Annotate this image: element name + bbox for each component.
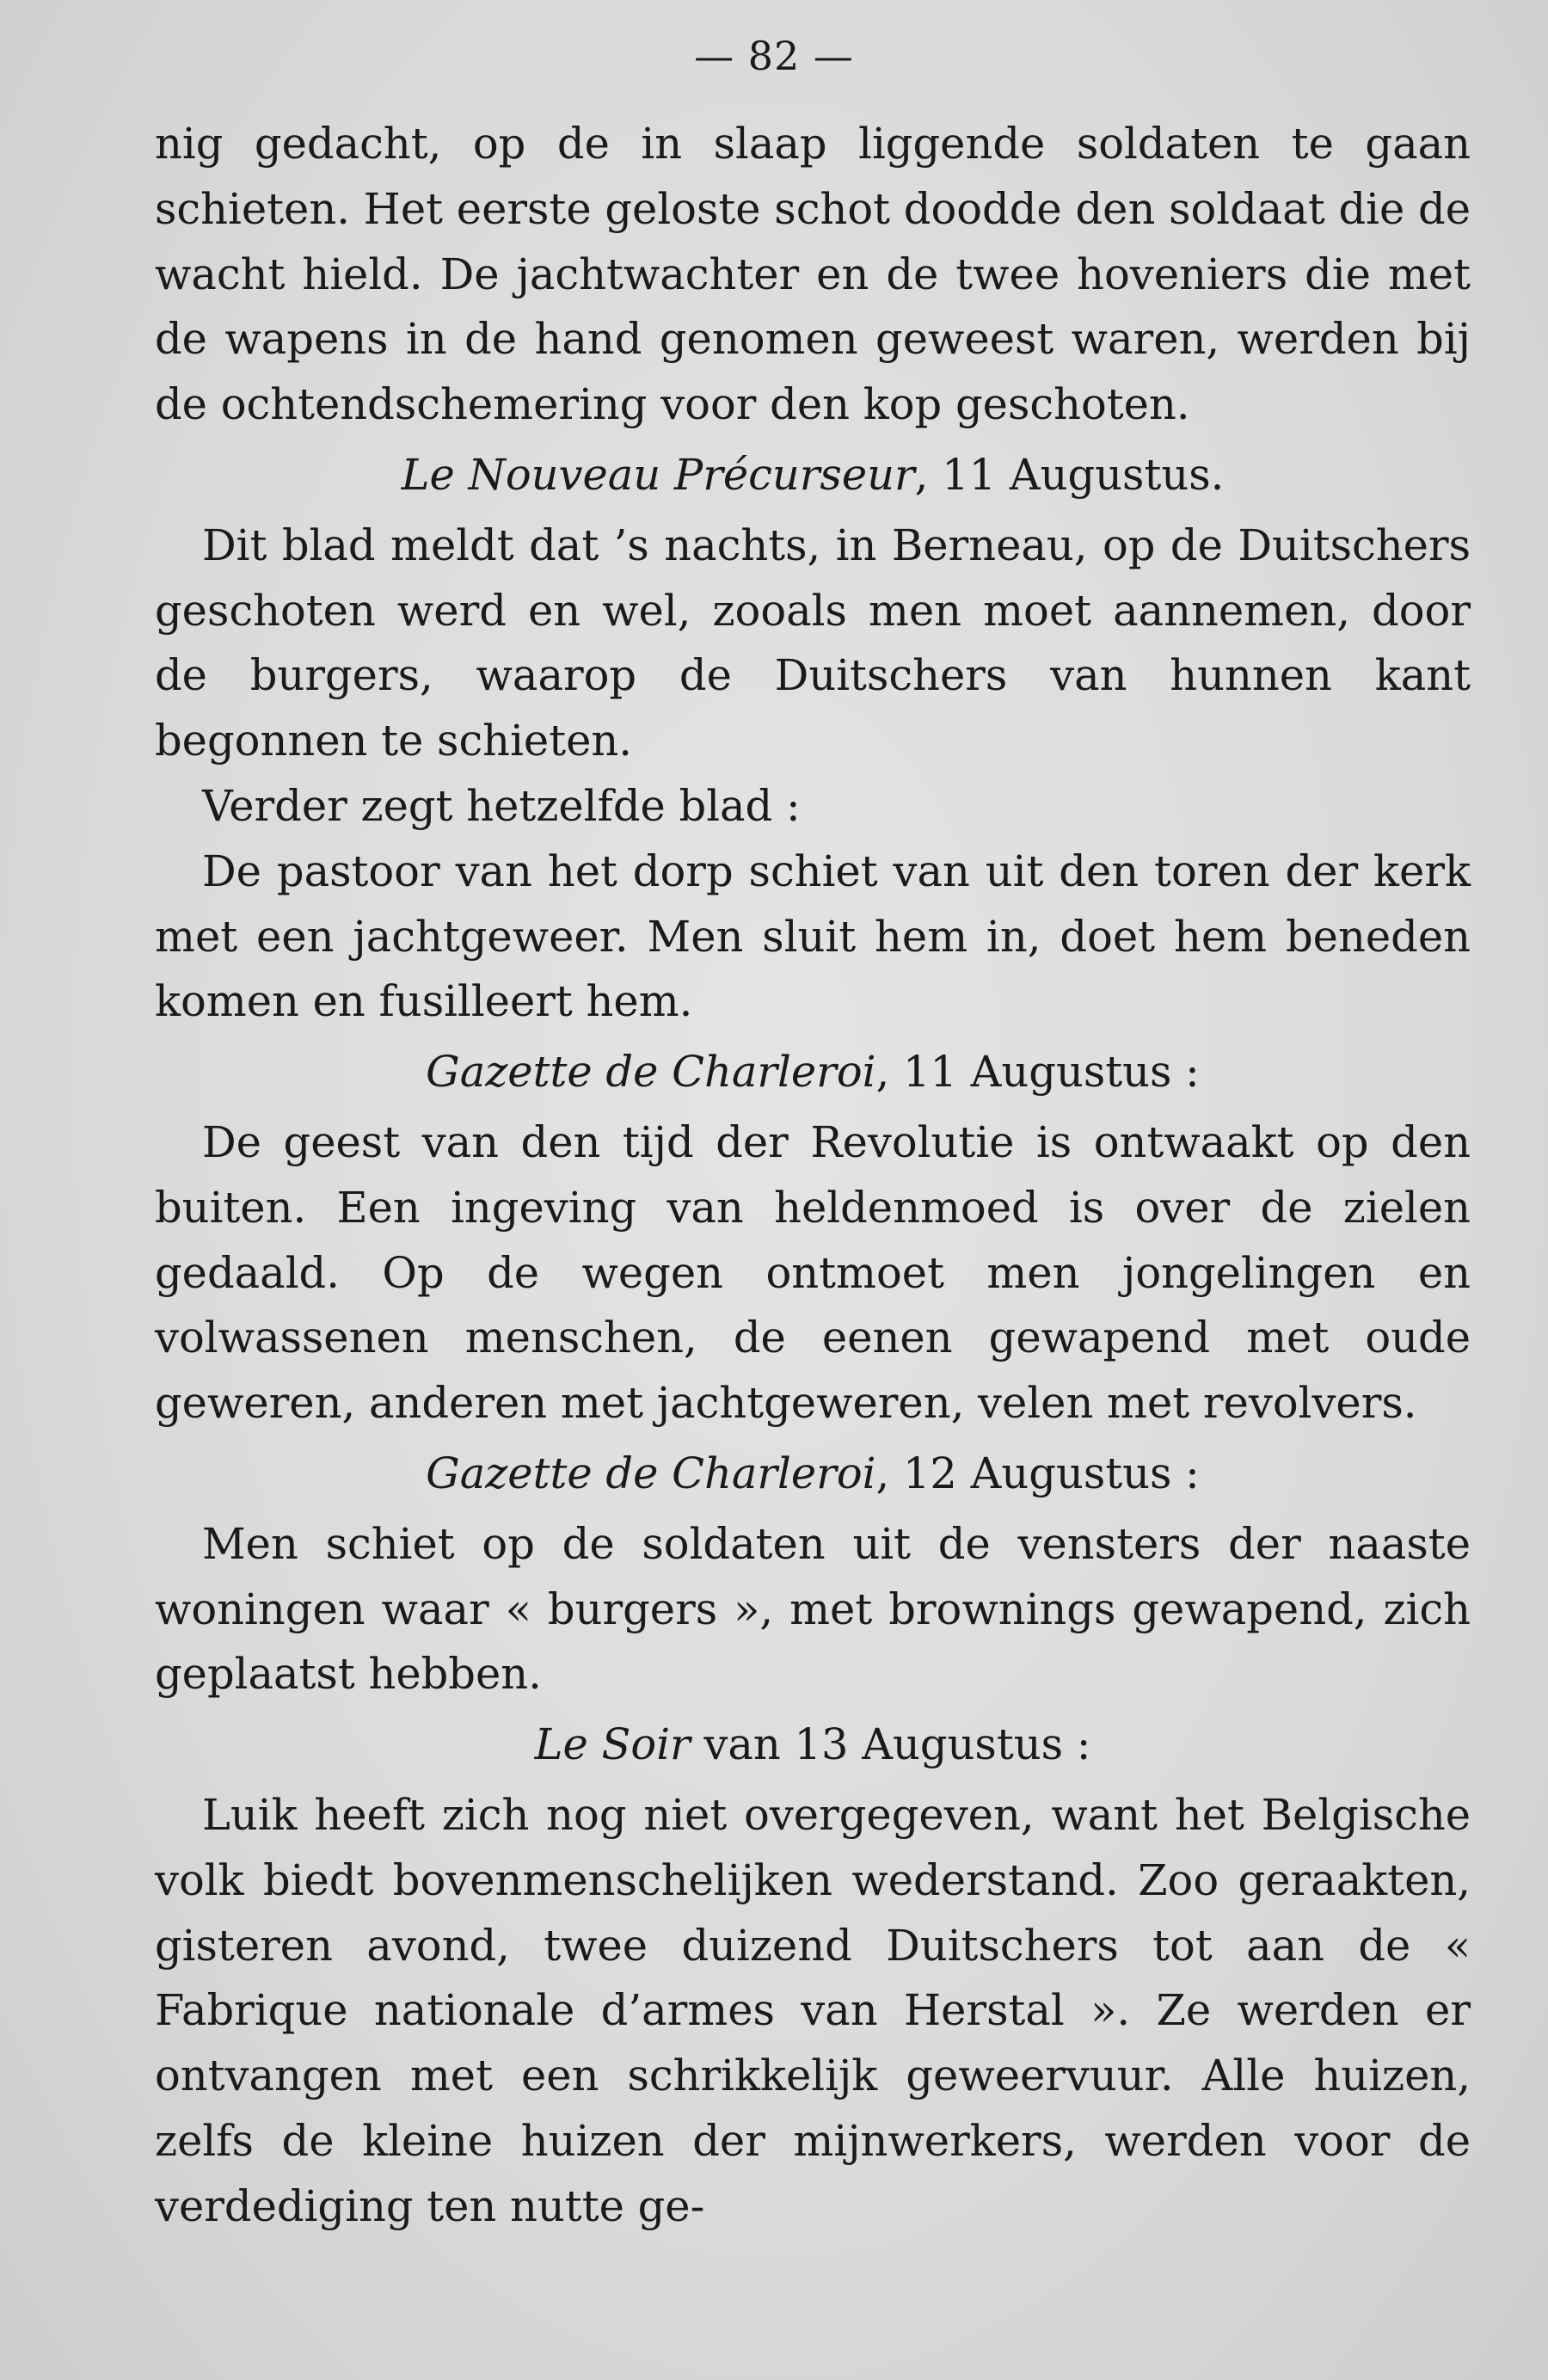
source-date-1: , 11 Augustus. <box>914 449 1225 500</box>
page-number: — 82 — <box>694 33 854 79</box>
source-heading-4 <box>155 1713 1471 1778</box>
source-title-4: Le Soir <box>534 1719 691 1770</box>
source-title-1: Le Nouveau Précurseur <box>401 449 915 500</box>
source-title-2: Gazette de Charleroi <box>426 1047 876 1098</box>
paragraph-1: nig gedacht, op de in slaap liggende soldaten te gaan schieten. Het eerste geloste schot doodde den soldaat die de wacht hield. De jachtwachter en de twee hoveniers die met de wapens in de hand genomen geweest waren, werden bij de ochtendschemering voor den kop geschoten. <box>155 119 1471 430</box>
source-heading-1 <box>155 443 1471 508</box>
paragraph-6: Men schiet op de soldaten uit de vensters der naaste woningen waar « burgers », met brownings gewapend, zich geplaatst hebben. <box>155 1518 1471 1700</box>
paragraph-5: De geest van den tijd der Revolutie is ontwaakt op den buiten. Een ingeving van heldenmoed is over de zielen gedaald. Op de wegen ontmoet men jongelingen en volwassenen menschen, de eenen gewapend met oude geweren, anderen met jachtgeweren, velen met revolvers. <box>155 1116 1471 1429</box>
source-heading-2 <box>155 1040 1471 1105</box>
source-date-3: , 12 Augustus : <box>875 1448 1200 1498</box>
source-title-3: Gazette de Charleroi <box>426 1448 876 1498</box>
paragraph-2: Dit blad meldt dat ’s nachts, in Berneau, op de Duitschers geschoten werd en wel, zooals men moet aannemen, door de burgers, waarop de Duitschers van hunnen kant begonnen te schieten. <box>155 520 1471 766</box>
source-date-2: , 11 Augustus : <box>875 1047 1200 1098</box>
paragraph-4: De pastoor van het dorp schiet van uit den toren der kerk met een jachtgeweer. Men sluit hem in, doet hem beneden komen en fusilleert hem. <box>155 846 1471 1027</box>
paragraph-7: Luik heeft zich nog niet overgegeven, want het Belgische volk biedt bovenmenschelijken wederstand. Zoo geraakten, gisteren avond, twee duizend Duitschers tot aan de « Fabrique nationale d’armes van Herstal ». Ze werden er ontvangen met een schrikkelijk geweervuur. Alle huizen, zelfs de kleine huizen der mijnwerkers, werden voor de verdediging ten nutte ge- <box>155 1789 1471 2231</box>
paragraph-3: Verder zegt hetzelfde blad : <box>202 780 801 831</box>
source-date-4: van 13 Augustus : <box>690 1719 1091 1770</box>
page-body <box>155 112 1471 2240</box>
source-heading-3 <box>155 1442 1471 1507</box>
